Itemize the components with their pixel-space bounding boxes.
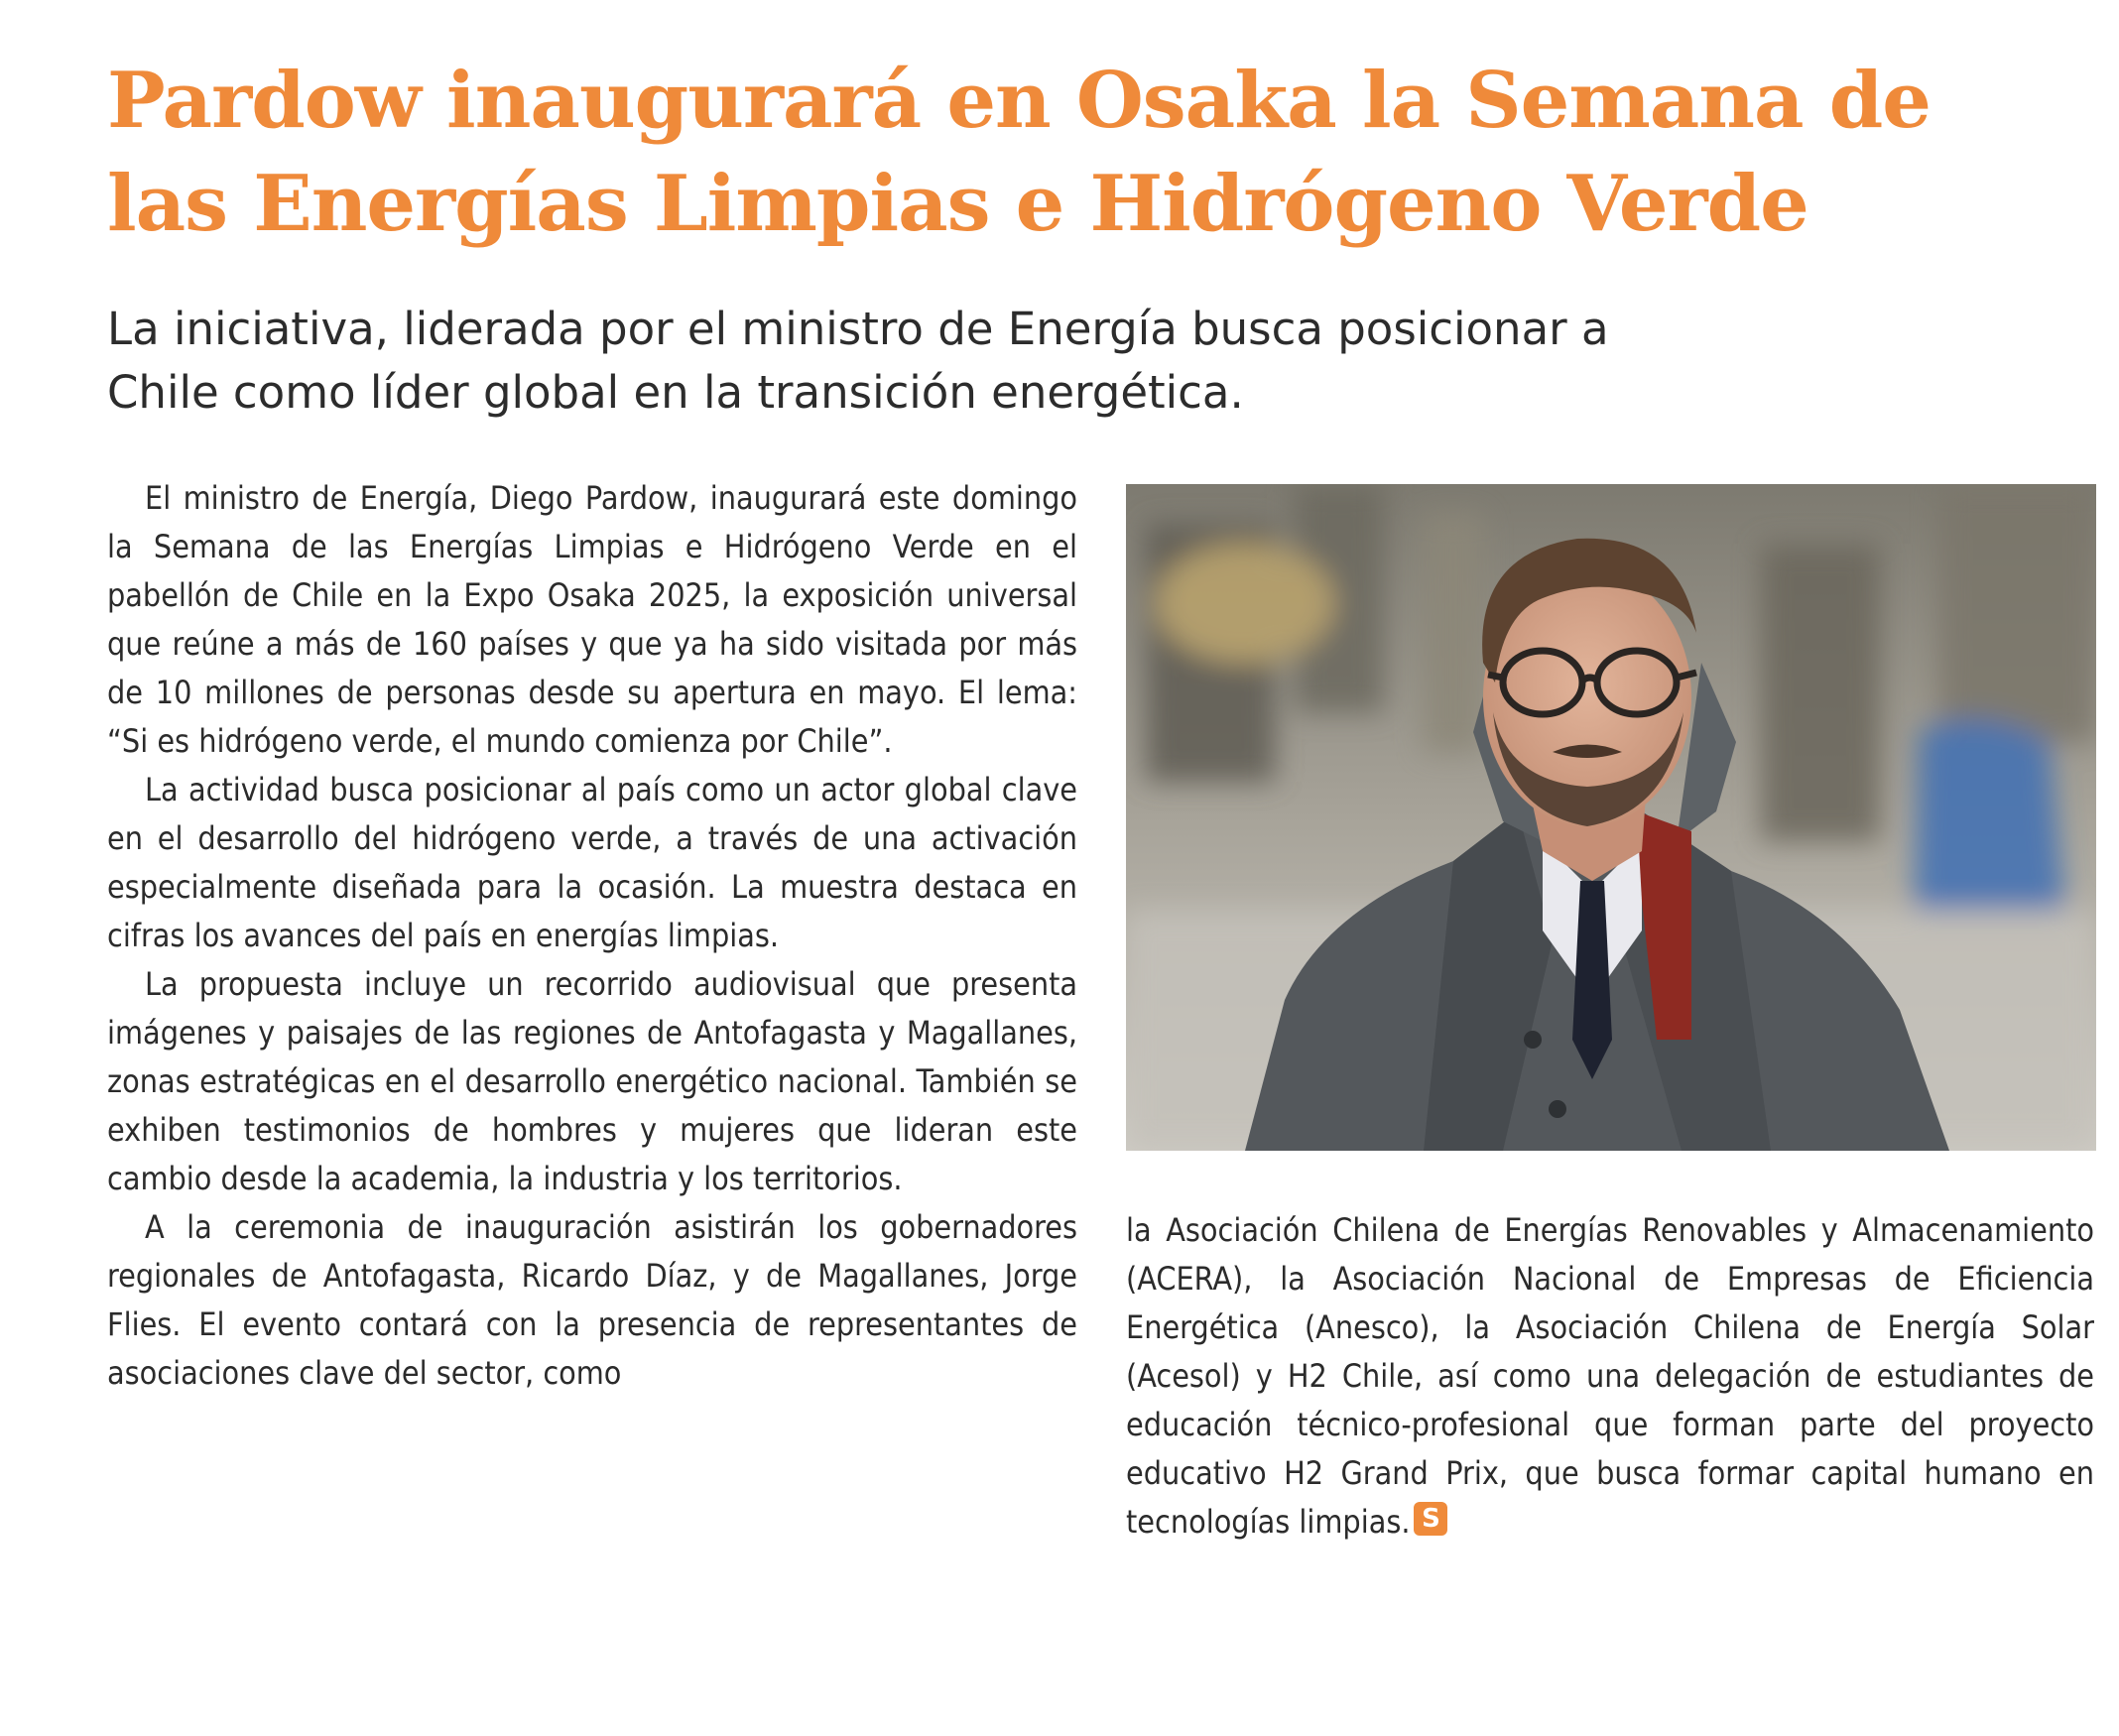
- body-paragraph: [1126, 1206, 2094, 1547]
- body-paragraph: La actividad busca posicionar al país como un actor global clave en el desarrollo del hidrógeno verde, a través de una activación especialmente diseñada para la ocasión. La muestra destaca en cifras los avances del país en energías limpias.: [107, 771, 1077, 954]
- body-column-left: [107, 474, 1077, 1398]
- portrait-photo: [1126, 484, 2096, 1151]
- body-paragraph: La propuesta incluye un recorrido audiovisual que presenta imágenes y paisajes de las regiones de Antofagasta y Magallanes, zonas estratégicas en el desarrollo energético nacional. También se exhiben testimonios de hombres y mujeres que lideran este cambio desde la academia, la industria y los territorios.: [107, 965, 1077, 1197]
- end-mark-icon: S: [1414, 1502, 1447, 1536]
- body-paragraph: A la ceremonia de inauguración asistirán los gobernadores regionales de Antofagasta, Ricardo Díaz, y de Magallanes, Jorge Flies. El evento contará con la presencia de representantes de asociaciones clave del sector, como: [107, 1208, 1077, 1392]
- body-paragraph-text: la Asociación Chilena de Energías Renovables y Almacenamiento (ACERA), la Asociación Nacional de Empresas de Eficiencia Energética (Anesco), la Asociación Chilena de Energía Solar (Acesol) y H2 Chile, así como una delegación de estudiantes de educación técnico-profesional que forman parte del proyecto educativo H2 Grand Prix, que busca formar capital humano en tecnologías limpias.: [1126, 1211, 2094, 1541]
- body-column-right: [1126, 1206, 2094, 1547]
- body-paragraph: El ministro de Energía, Diego Pardow, inaugurará este domingo la Semana de las Energías Limpias e Hidrógeno Verde en el pabellón de Chile en la Expo Osaka 2025, la exposición universal que reúne a más de 160 países y que ya ha sido visitada por más de 10 millones de personas desde su apertura en mayo. El lema: “Si es hidrógeno verde, el mundo comienza por Chile”.: [107, 479, 1077, 760]
- portrait-illustration: [1126, 484, 2096, 1151]
- headline: Pardow inaugurará en Osaka la Semana de las Energías Limpias e Hidrógeno Verde: [107, 56, 1931, 249]
- subheadline: La iniciativa, liderada por el ministro de Energía busca posicionar a Chile como líder global en la transición energética.: [107, 303, 1609, 419]
